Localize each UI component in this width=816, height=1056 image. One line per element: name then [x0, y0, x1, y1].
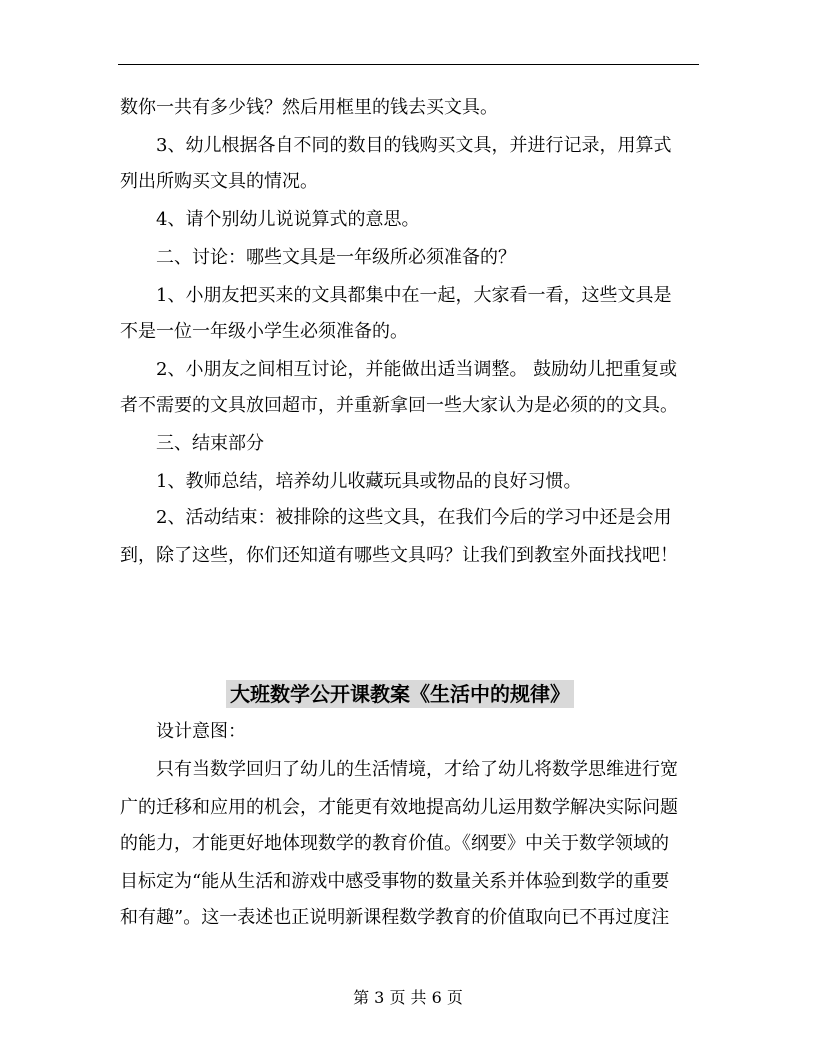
body-line: 2、活动结束：被排除的这些文具，在我们今后的学习中还是会用 [120, 507, 672, 528]
body-line: 数你一共有多少钱？然后用框里的钱去买文具。 [120, 97, 498, 118]
body-line: 只有当数学回归了幼儿的生活情境，才给了幼儿将数学思维进行宽 [120, 759, 678, 780]
body-line: 3、幼儿根据各自不同的数目的钱购买文具，并进行记录，用算式 [120, 135, 672, 156]
body-line: 者不需要的文具放回超市，并重新拿回一些大家认为是必须的的文具。 [120, 395, 678, 416]
page-number: 第 3 页 共 6 页 [353, 988, 463, 1007]
section-title: 大班数学公开课教案《生活中的规律》 [226, 680, 574, 708]
body-line: 2、小朋友之间相互讨论，并能做出适当调整。 鼓励幼儿把重复或 [120, 359, 678, 380]
body-line: 到，除了这些，你们还知道有哪些文具吗？让我们到教室外面找找吧！ [120, 545, 678, 566]
body-line: 二、讨论：哪些文具是一年级所必须准备的？ [120, 247, 516, 268]
body-line: 和有趣”。这一表述也正说明新课程数学教育的价值取向已不再过度注 [120, 907, 670, 928]
body-line: 1、教师总结，培养幼儿收藏玩具或物品的良好习惯。 [120, 471, 582, 492]
body-line: 设计意图： [120, 721, 246, 742]
body-line: 的能力，才能更好地体现数学的教育价值。《纲要》中关于数学领域的 [120, 833, 669, 854]
body-line: 三、结束部分 [120, 433, 264, 454]
body-line: 目标定为“能从生活和游戏中感受事物的数量关系并体验到数学的重要 [120, 871, 670, 892]
body-line: 不是一位一年级小学生必须准备的。 [120, 321, 408, 342]
body-line: 1、小朋友把买来的文具都集中在一起，大家看一看，这些文具是 [120, 285, 672, 306]
header-rule [118, 64, 699, 65]
body-line: 广的迁移和应用的机会，才能更有效地提高幼儿运用数学解决实际问题 [120, 797, 678, 818]
body-line: 4、请个别幼儿说说算式的意思。 [120, 209, 420, 230]
body-line: 列出所购买文具的情况。 [120, 171, 318, 192]
